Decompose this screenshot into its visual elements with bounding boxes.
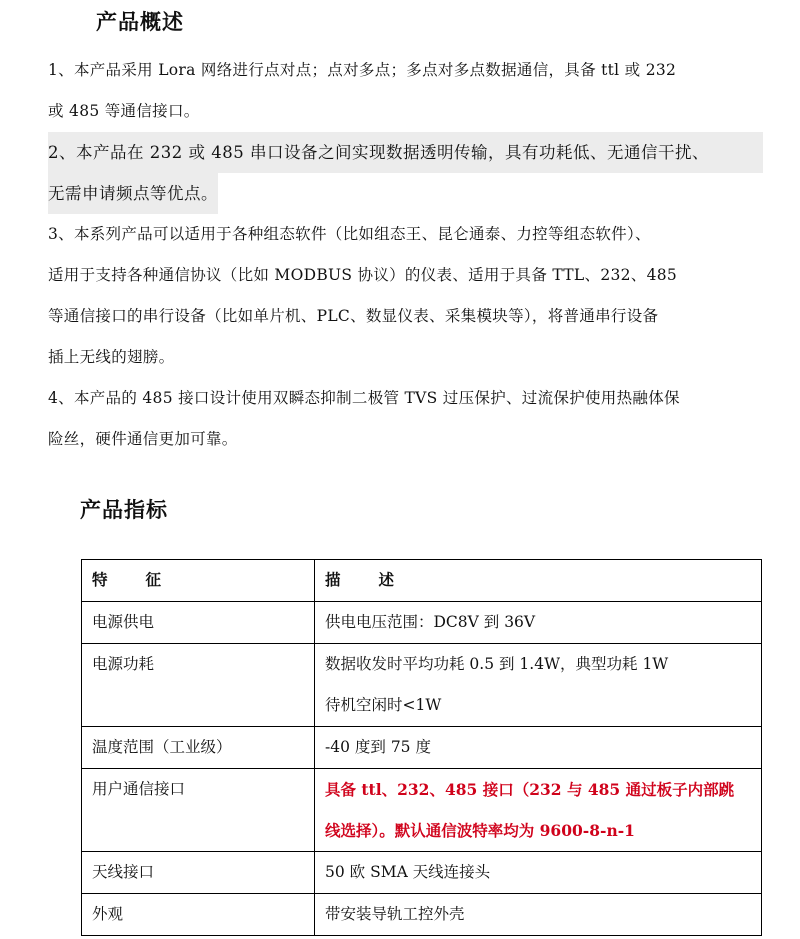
overview-item-2 — [48, 132, 763, 214]
row-description: 供电电压范围：DC8V 到 36V — [315, 602, 762, 644]
specs-table — [81, 559, 762, 936]
row-description: 50 欧 SMA 天线连接头 — [315, 852, 762, 894]
row-description: -40 度到 75 度 — [315, 727, 762, 769]
row-feature: 外观 — [82, 894, 315, 936]
row-description: 带安装导轨工控外壳 — [315, 894, 762, 936]
overview-item-4 — [48, 378, 763, 460]
row-description: 数据收发时平均功耗 0.5 到 1.4W，典型功耗 1W 待机空闲时<1W — [315, 644, 762, 727]
header-feature: 特征 — [82, 560, 315, 602]
overview-line: 险丝，硬件通信更加可靠。 — [48, 430, 238, 448]
row-feature: 用户通信接口 — [82, 769, 315, 852]
table-header-row — [82, 560, 762, 602]
table-row — [82, 769, 762, 852]
row-feature: 电源功耗 — [82, 644, 315, 727]
overview-line: 1、本产品采用 Lora 网络进行点对点；点对多点；多点对多点数据通信，具备 ttl 或 232 — [48, 61, 677, 79]
header-description: 描述 — [315, 560, 762, 602]
overview-line: 3、本系列产品可以适用于各种组态软件（比如组态王、昆仑通泰、力控等组态软件）、 — [48, 225, 651, 243]
row-feature: 温度范围（工业级） — [82, 727, 315, 769]
overview-line: 适用于支持各种通信协议（比如 MODBUS 协议）的仪表、适用于具备 TTL、232、485 — [48, 266, 678, 284]
table-row — [82, 644, 762, 727]
row-feature: 天线接口 — [82, 852, 315, 894]
table-row — [82, 852, 762, 894]
overview-item-3 — [48, 214, 763, 378]
overview-item-1 — [48, 50, 763, 132]
row-feature: 电源供电 — [82, 602, 315, 644]
table-row — [82, 894, 762, 936]
table-row — [82, 727, 762, 769]
overview-line: 插上无线的翅膀。 — [48, 348, 175, 366]
overview-title: 产品概述 — [96, 10, 184, 34]
overview-line: 或 485 等通信接口。 — [48, 102, 200, 120]
row-description: 具备 ttl、232、485 接口（232 与 485 通过板子内部跳 线选择）。默认通信波特率均为 9600-8-n-1 — [315, 769, 762, 852]
overview-line: 4、本产品的 485 接口设计使用双瞬态抑制二极管 TVS 过压保护、过流保护使用热融体保 — [48, 389, 680, 407]
specs-title: 产品指标 — [80, 498, 168, 522]
table-row — [82, 602, 762, 644]
overview-line: 2、本产品在 232 或 485 串口设备之间实现数据透明传输，具有功耗低、无通信干扰、 — [48, 132, 763, 173]
overview-line: 等通信接口的串行设备（比如单片机、PLC、数显仪表、采集模块等），将普通串行设备 — [48, 307, 659, 325]
overview-line: 无需申请频点等优点。 — [48, 173, 218, 214]
